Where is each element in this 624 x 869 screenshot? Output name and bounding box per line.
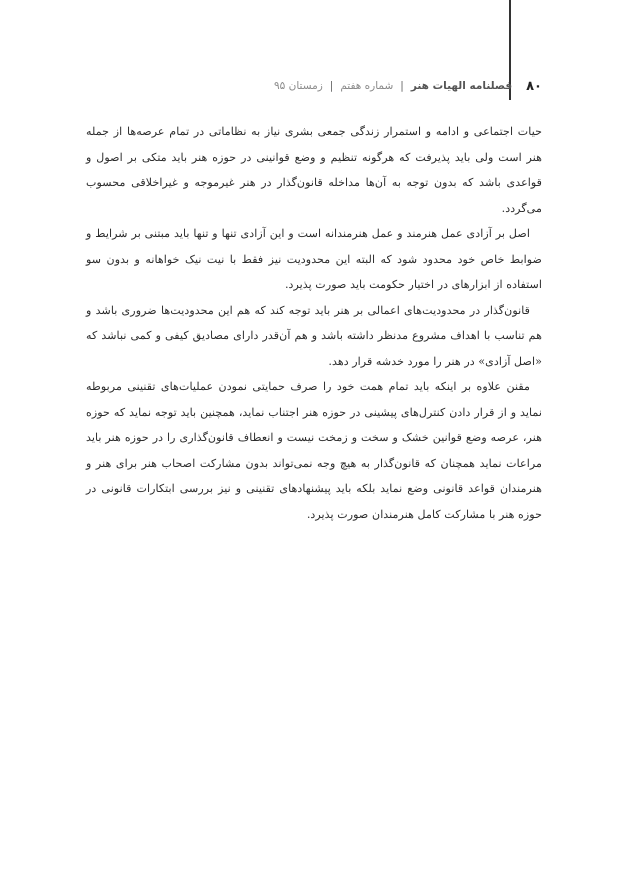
header-separator: | (400, 80, 404, 92)
journal-title: فصلنامه الهیات هنر (410, 80, 513, 92)
paragraph: حیات اجتماعی و ادامه و استمرار زندگی جمعی بشری نیاز به نظاماتی در تمام عرصه‌ها از جمله هنر است ولی باید پذیرفت که هرگونه تنظیم و وضع قوانینی در حوزه هنر باید متکی بر اصول و قواعدی باشد که بدون توجه به آن‌ها مداخله قانون‌گذار در هنر غیرموجه و غیراخلاقی محسوب می‌گردد. (86, 125, 542, 215)
page-number: ۸۰ (526, 78, 542, 94)
body-text (86, 119, 542, 527)
running-header (270, 77, 542, 95)
issue-number: شماره هفتم (340, 80, 394, 92)
paragraph: قانون‌گذار در محدودیت‌های اعمالی بر هنر باید توجه کند که هم این محدودیت‌ها ضروری باشد و هم تناسب با اهداف مشروع مدنظر داشته باشد و هم آن‌قدر دارای مصادیق کیفی و کمی نباشد که «اصل آزادی» در هنر را مورد خدشه قرار دهد. (86, 303, 542, 368)
paragraph: اصل بر آزادی عمل هنرمند و عمل هنرمندانه است و این آزادی تنها و تنها باید مبتنی بر شرایط و ضوابط خاص خود محدود شود که البته این محدودیت نیز فقط با نیت نیک خواهانه و بدون سو استفاده از ابزارهای در اختیار حکومت باید صورت پذیرد. (86, 227, 542, 291)
issue-season: زمستان ۹۵ (274, 80, 323, 92)
paragraph: مقنن علاوه بر اینکه باید تمام همت خود را صرف حمایتی نمودن عملیات‌های تقنینی مربوطه نماید و از قرار دادن کنترل‌های پیشینی در حوزه هنر اجتناب نماید، همچنین باید توجه نماید که حوزه هنر، عرصه وضع قوانین خشک و سخت و زمخت نیست و انعطاف قانون‌گذاری را در حوزه هنر باید مراعات نماید همچنان که قانون‌گذار به هیچ وجه نمی‌تواند بدون مشارکت اصحاب هنر برای هنر و هنرمندان قواعد قانونی وضع نماید بلکه باید پیشنهادهای تقنینی و نیز بررسی ابتکارات قانونی در حوزه هنر با مشارکت کامل هنرمندان صورت پذیرد. (86, 380, 542, 521)
header-separator: | (329, 80, 334, 92)
